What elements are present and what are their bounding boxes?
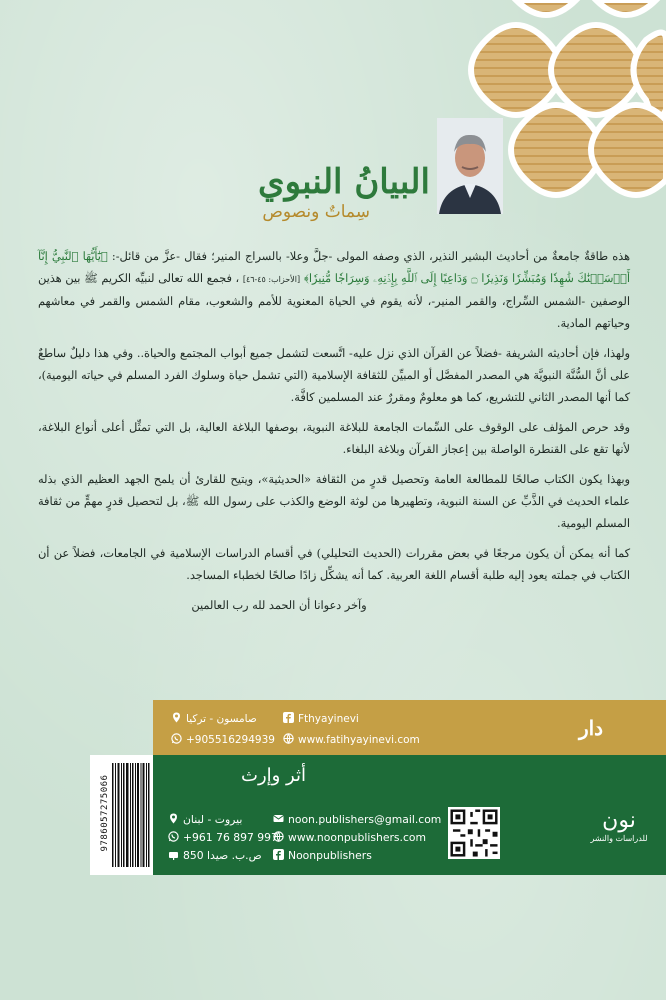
isbn-number: 9786057275066 [100,774,110,852]
book-title: البيانُ النبوي [258,162,430,202]
noon-publishers-logo: نون للدراسات والنشر [590,808,648,843]
publisher-bar-noon [153,755,666,875]
location-pin-icon [171,712,182,723]
qr-code[interactable] [448,807,500,859]
location-pin-icon [168,813,179,824]
book-title-block [210,160,430,240]
facebook-handle: Fthyayinevi [283,712,359,725]
dar-alfatih-logo: دار [578,716,604,740]
website-link[interactable]: www.fatihyayinevi.com [283,733,420,746]
closing-line: وآخر دعوانا أن الحمد لله رب العالمين [191,599,367,612]
back-cover-blurb [38,246,630,625]
facebook-icon [283,712,294,723]
blurb-paragraph [38,246,630,335]
whatsapp-icon [168,831,179,842]
whatsapp-phone: +961 76 897 997 [168,831,278,844]
blurb-paragraph: ولهذا، فإن أحاديثه الشريفة -فضلاً عن القرآن الذي نزل عليه- اتَّسعت لتشمل جميع أبواب المجتمع والحياة.. وفي هذا دليلٌ ساطعٌ على أنَّ السُّنَّة النبويَّة هي المصدر المفصَّل أو المبيِّن للثقافة الإسلامية (التي تشمل حياة وسلوك الفرد المسلم في حياته اليومية)، كما أنها المصدر الثاني للتشريع، كما هو معلومٌ ومقررٌ عند المسلمين كافَّة. [38,347,630,404]
email-link[interactable]: noon.publishers@gmail.com [273,813,441,826]
blurb-text: هذه طاقةٌ جامعةٌ من أحاديث البشير النذير، الذي وصفه المولى -جلَّ وعلا- بالسراج المنير؛ فقال -عزَّ من قائل-: [107,250,630,263]
location-text: صامسون - تركيا [171,712,257,725]
blurb-text: ، فجمع الله تعالى لنبيِّه الكريم ﷺ بين هذين الوصفين -الشمس السِّراج، والقمر المنير-، لأنه يقوم في الحياة المعنوية للأمم والشعوب، مقام الشمس والقمر في معاشهم وحياتهم المادية. [38,272,630,330]
globe-icon [283,733,294,744]
email-icon [273,813,284,824]
globe-icon [273,831,284,842]
isbn-barcode [90,755,153,875]
qr-code-pattern [448,807,500,859]
publisher-bar-fatih [153,700,666,755]
mailbox-icon [168,849,179,860]
website-link[interactable]: www.noonpublishers.com [273,831,426,844]
author-portrait [437,118,503,214]
facebook-handle: Noonpublishers [273,849,372,862]
facebook-icon [273,849,284,860]
blurb-paragraph: كما أنه يمكن أن يكون مرجعًا في بعض مقررات (الحديث التحليلي) في أقسام الدراسات الإسلامية في الجامعات، فضلاً عن أن الكتاب في جملته يعود إليه طلبة أقسام اللغة العربية. كما أنه يشكِّل زادًا صالحًا لخطباء المساجد. [38,547,630,582]
location-text: بيروت - لبنان [168,813,242,826]
whatsapp-icon [171,733,182,744]
verse-reference: [الأحزاب: ٤٥-٤٦] [242,275,301,284]
quran-verse: ﴿يَٰٓأَيُّهَا ٱلنَّبِيُّ إِنَّآ أَرۡسَلۡنَٰكَ شَٰهِدٗا وَمُبَشِّرٗا وَنَذِيرٗا ۝ وَدَاعِيًا إِلَى ٱللَّهِ بِإِذۡنِهِۦ وَسِرَاجٗا مُّنِيرٗا﴾ [38,250,631,285]
blurb-paragraph: وقد حرص المؤلف على الوقوف على السِّمات الجامعة للبلاغة النبوية، بوصفها البلاغة العالية، بل التي تمثِّل أعلى أنواع البلاغة، لأنها تقع على القنطرة الواصلة بين إعجاز القرآن وبلاغة البلغاء. [38,421,630,456]
blurb-paragraph: وبهذا يكون الكتاب صالحًا للمطالعة العامة وتحصيل قدرٍ من الثقافة «الحديثية»، ويتيح للقارئ أن يلمح الجهد العظيم الذي بذله علماء الحديث في الذَّبِّ عن السنة النبوية، وتطهيرها من لوثة الوضع والكذب على رسول الله ﷺ، بل لتحصيل قدرٍ مهمٍّ من ثقافة المسلم اليومية. [38,473,630,530]
whatsapp-phone: +905516294939 [171,733,275,746]
book-subtitle: سِماتٌ ونصوص [262,202,370,222]
po-box: ص.ب. صيدا 850 [168,849,262,862]
athar-wa-irth-logo: أثر وإرث [241,765,306,786]
